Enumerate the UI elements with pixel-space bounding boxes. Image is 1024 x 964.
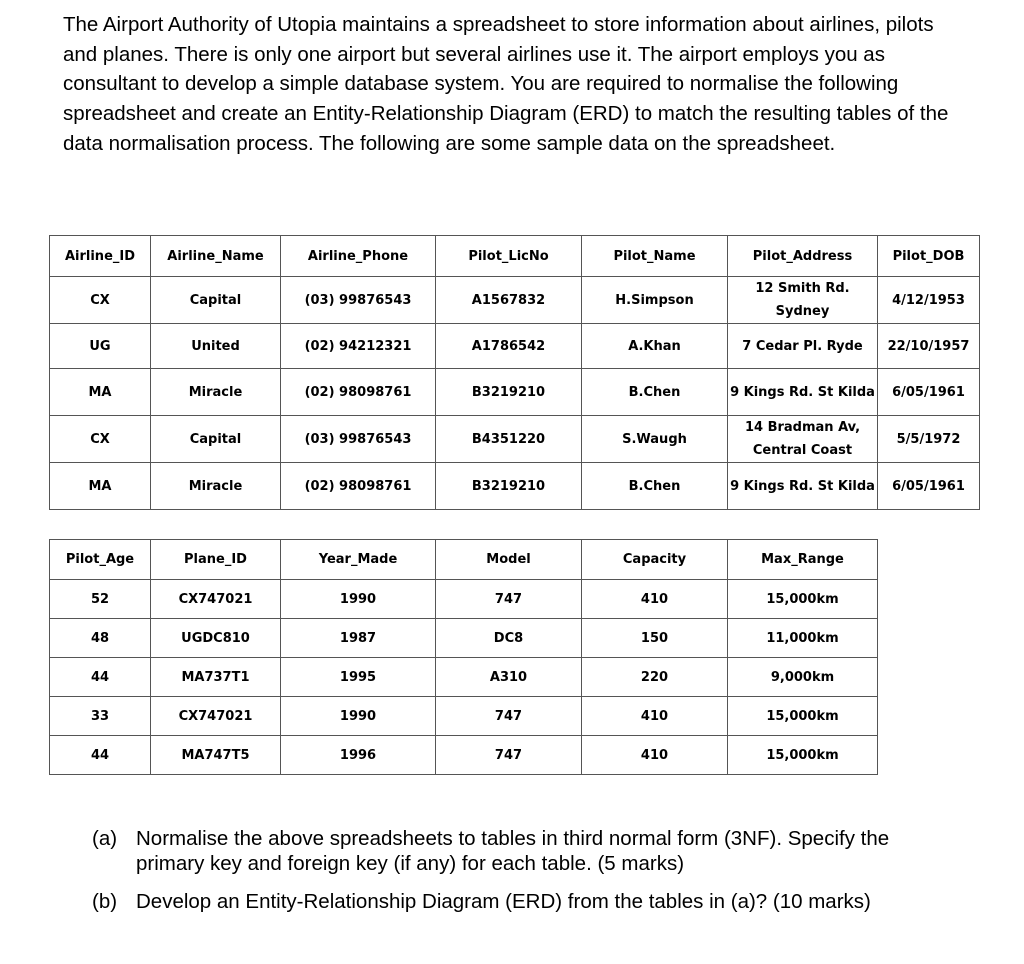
spreadsheet-table-1 — [49, 235, 980, 510]
table-cell: (02) 94212321 — [281, 324, 436, 369]
table-cell: 15,000km — [728, 697, 878, 736]
table-cell: UG — [50, 324, 151, 369]
question-item — [92, 826, 952, 876]
table-cell: 22/10/1957 — [878, 324, 980, 369]
intro-paragraph: The Airport Authority of Utopia maintains a spreadsheet to store information about airlines, pilots and planes. There is only one airport but several airlines use it. The airport employs you as consultant to develop a simple database system. You are required to normalise the following spreadsheet and create an Entity-Relationship Diagram (ERD) to match the resulting tables of the data normalisation process. The following are some sample data on the spreadsheet. — [63, 13, 949, 155]
table-header-row — [50, 236, 980, 277]
table-cell: 1990 — [281, 580, 436, 619]
table-cell: MA737T1 — [151, 658, 281, 697]
table-cell: 11,000km — [728, 619, 878, 658]
table-cell: B.Chen — [582, 463, 728, 510]
table-cell: 44 — [50, 658, 151, 697]
column-header: Capacity — [582, 540, 728, 580]
table-cell: Miracle — [151, 369, 281, 416]
column-header: Max_Range — [728, 540, 878, 580]
table-cell: H.Simpson — [582, 277, 728, 324]
questions-list — [92, 826, 952, 927]
column-header: Pilot_Age — [50, 540, 151, 580]
table-row — [50, 736, 878, 775]
column-header: Airline_ID — [50, 236, 151, 277]
question-item — [92, 889, 952, 914]
table-header-row — [50, 540, 878, 580]
table-cell: B4351220 — [436, 416, 582, 463]
table-row — [50, 324, 980, 369]
table-cell: 220 — [582, 658, 728, 697]
table-cell: 9 Kings Rd. St Kilda — [728, 369, 878, 416]
table-cell: MA — [50, 463, 151, 510]
table-cell: 1987 — [281, 619, 436, 658]
table-cell: CX — [50, 277, 151, 324]
table-cell: B.Chen — [582, 369, 728, 416]
question-label: (b) — [92, 890, 118, 913]
column-header: Model — [436, 540, 582, 580]
table-cell: 6/05/1961 — [878, 463, 980, 510]
spreadsheet-table-2 — [49, 539, 878, 775]
table-cell: 150 — [582, 619, 728, 658]
table-cell: CX747021 — [151, 580, 281, 619]
table-row — [50, 580, 878, 619]
table-cell: 1995 — [281, 658, 436, 697]
column-header: Airline_Name — [151, 236, 281, 277]
table-cell: 6/05/1961 — [878, 369, 980, 416]
table-cell: A1567832 — [436, 277, 582, 324]
table-cell: 44 — [50, 736, 151, 775]
table-cell: 15,000km — [728, 580, 878, 619]
table-row — [50, 658, 878, 697]
table-cell: 9 Kings Rd. St Kilda — [728, 463, 878, 510]
table-cell: CX747021 — [151, 697, 281, 736]
table-cell: 410 — [582, 736, 728, 775]
table-cell: DC8 — [436, 619, 582, 658]
table-cell: 1990 — [281, 697, 436, 736]
table-cell: 410 — [582, 580, 728, 619]
column-header: Airline_Phone — [281, 236, 436, 277]
table-row — [50, 463, 980, 510]
table-row — [50, 369, 980, 416]
table-row — [50, 619, 878, 658]
table-cell: 12 Smith Rd. Sydney — [728, 277, 878, 324]
question-text: Normalise the above spreadsheets to tables in third normal form (3NF). Specify the primary key and foreign key (if any) for each table. (5 marks) — [136, 827, 890, 875]
question-label: (a) — [92, 827, 118, 850]
table-row — [50, 277, 980, 324]
table-cell: Capital — [151, 277, 281, 324]
table-cell: 7 Cedar Pl. Ryde — [728, 324, 878, 369]
table-cell: 15,000km — [728, 736, 878, 775]
table-cell: UGDC810 — [151, 619, 281, 658]
table-cell: 747 — [436, 580, 582, 619]
table-cell: (03) 99876543 — [281, 416, 436, 463]
table-cell: A310 — [436, 658, 582, 697]
column-header: Pilot_Address — [728, 236, 878, 277]
table-cell: (02) 98098761 — [281, 369, 436, 416]
table-cell: B3219210 — [436, 463, 582, 510]
table-cell: 14 Bradman Av, Central Coast — [728, 416, 878, 463]
table-cell: 52 — [50, 580, 151, 619]
table-cell: (02) 98098761 — [281, 463, 436, 510]
table-cell: 9,000km — [728, 658, 878, 697]
table-cell: (03) 99876543 — [281, 277, 436, 324]
column-header: Pilot_Name — [582, 236, 728, 277]
table-cell: United — [151, 324, 281, 369]
table-cell: 5/5/1972 — [878, 416, 980, 463]
table-cell: 1996 — [281, 736, 436, 775]
table-cell: CX — [50, 416, 151, 463]
table-cell: 33 — [50, 697, 151, 736]
column-header: Year_Made — [281, 540, 436, 580]
table-cell: MA — [50, 369, 151, 416]
column-header: Pilot_LicNo — [436, 236, 582, 277]
table-cell: 747 — [436, 736, 582, 775]
table-cell: 410 — [582, 697, 728, 736]
column-header: Pilot_DOB — [878, 236, 980, 277]
table-row — [50, 416, 980, 463]
table-cell: MA747T5 — [151, 736, 281, 775]
table-cell: 747 — [436, 697, 582, 736]
table-cell: A1786542 — [436, 324, 582, 369]
table-cell: B3219210 — [436, 369, 582, 416]
table-cell: Capital — [151, 416, 281, 463]
table-cell: 48 — [50, 619, 151, 658]
table-cell: A.Khan — [582, 324, 728, 369]
question-text: Develop an Entity-Relationship Diagram (ERD) from the tables in (a)? (10 marks) — [136, 890, 871, 913]
table-cell: S.Waugh — [582, 416, 728, 463]
table-row — [50, 697, 878, 736]
column-header: Plane_ID — [151, 540, 281, 580]
table-cell: Miracle — [151, 463, 281, 510]
table-cell: 4/12/1953 — [878, 277, 980, 324]
